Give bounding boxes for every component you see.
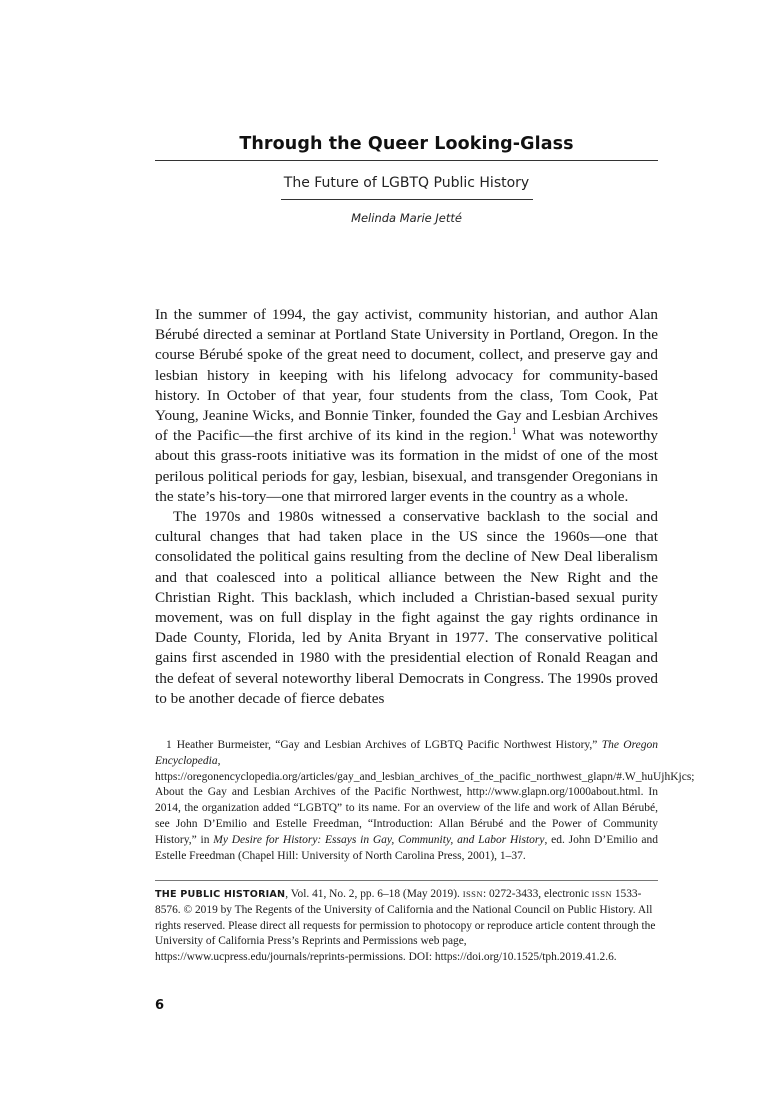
- footnote-text-2: , https://oregonencyclopedia.org/articles/gay_and_lesbian_archives_of_the_pacific_northwest_glapn/#.W_huUjhKjcs; About the Gay and Lesbian Archives of the Pacific Northwest, http://www.glapn.org/1000about.html. In 2014, the organization added “LGBTQ” to its name. For an overview of the life and work of Allan Bérubé, see John D’Emilio and Estelle Freedman, “Introduction: Allan Bérubé and the Power of Community History,” in: [155, 754, 695, 846]
- body-text: [155, 305, 658, 709]
- footnote-number: 1: [166, 739, 172, 751]
- article-title: Through the Queer Looking-Glass: [239, 134, 574, 154]
- issn-label-electronic: ISSN: [591, 889, 612, 899]
- footnote-text-3: , ed. John D’Emilio and Estelle Freedman (Chapel Hill: University of North Carolina Press, 2001), 1–37.: [155, 833, 659, 862]
- paragraph-2: The 1970s and 1980s witnessed a conservative backlash to the social and cultural changes that had taken place in the US since the 1960s—one that consolidated the political gains resulting from the decline of New Deal liberalism and that coalesced into a political alliance between the New Right and the Christian Right. This backlash, which included a Christian-based sexual purity movement, was on full display in the fight against the gay rights ordinance in Dade County, Florida, led by Anita Bryant in 1977. The conservative political gains first ascended in 1980 with the presidential election of Ronald Reagan and the defeat of several noteworthy liberal Democrats in Congress. The 1990s proved to be another decade of fierce debates: [155, 508, 658, 707]
- page-number: 6: [155, 998, 165, 1013]
- citation-text-3: 1533-8576. © 2019 by The Regents of the University of California and the National Council on Public History. All rights reserved. Please direct all requests for permission to photocopy or reproduce article content through the University of California Press’s Reprints and Permissions web page, https://www.ucpress.edu/journals/reprints-permissions. DOI: https://doi.org/10.1525/tph.2019.41.2.6.: [155, 888, 656, 964]
- article-author: Melinda Marie Jetté: [351, 211, 462, 225]
- paragraph-1-part-a: In the summer of 1994, the gay activist, community historian, and author Alan Bérubé directed a seminar at Portland State University in Portland, Oregon. In the course Bérubé spoke of the great need to document, collect, and preserve gay and lesbian history in keeping with his lifelong advocacy for community-based history. In October of that year, four students from the class, Tom Cook, Pat Young, Jeanine Wicks, and Bonnie Tinker, founded the Gay and Lesbian Archives of the Pacific—the first archive of its kind in the region.: [155, 306, 658, 445]
- footnote-italic-2: My Desire for History: Essays in Gay, Community, and Labor History: [213, 833, 545, 846]
- citation-block: [155, 887, 658, 966]
- paragraph-1: [155, 305, 658, 507]
- footnote-1: [155, 738, 695, 864]
- footnote-ref-1[interactable]: 1: [511, 426, 517, 437]
- paragraph-1-part-b: What was noteworthy about this grass-roots initiative was its formation in the midst of one of the most perilous political periods for gay, lesbian, bisexual, and transgender Oregonians in the state’s his-tory—one that mirrored larger events in the country as a whole.: [155, 427, 658, 505]
- citation-text-2: : 0272-3433, electronic: [482, 888, 592, 900]
- subtitle-rule: [281, 199, 533, 200]
- title-rule: [155, 160, 658, 161]
- citation-text-1: , Vol. 41, No. 2, pp. 6–18 (May 2019).: [285, 888, 463, 900]
- footer-rule: [155, 880, 658, 881]
- footnote-text-1: Heather Burmeister, “Gay and Lesbian Archives of LGBTQ Pacific Northwest History,”: [176, 739, 602, 751]
- issn-label: ISSN: [462, 889, 483, 899]
- article-subtitle: The Future of LGBTQ Public History: [283, 175, 530, 191]
- footnote-italic-1: The Oregon Encyclopedia: [155, 739, 658, 767]
- journal-name: THE PUBLIC HISTORIAN: [155, 889, 286, 900]
